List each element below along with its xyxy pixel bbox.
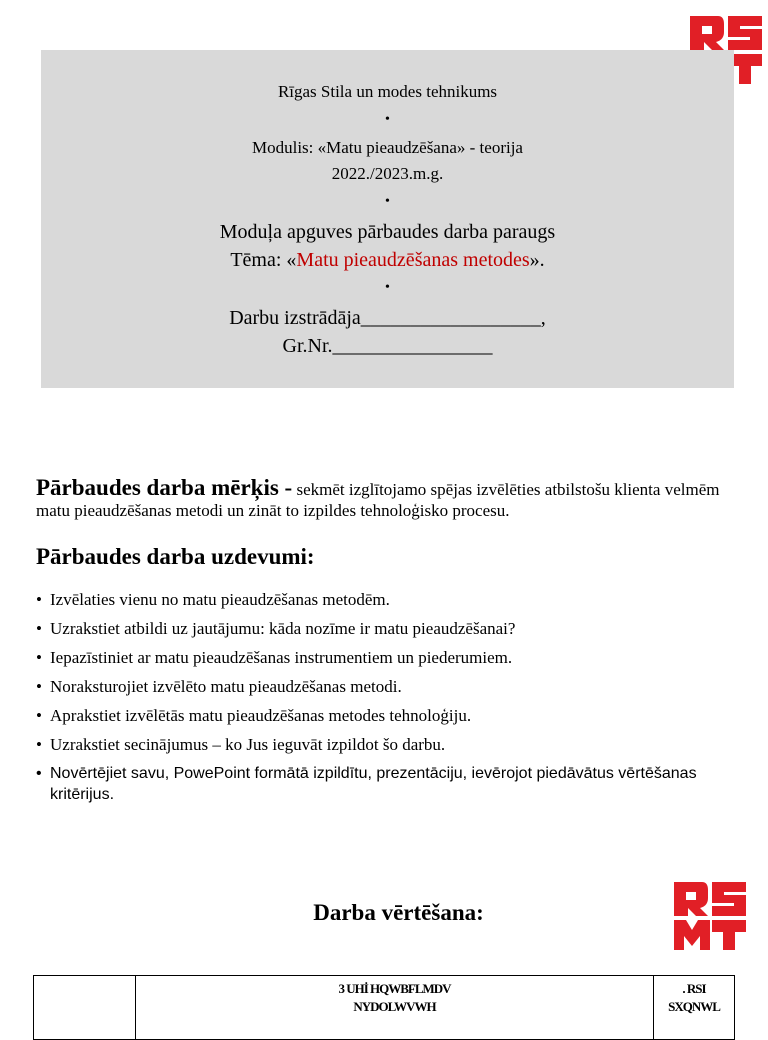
task-text: Izvēlaties vienu no matu pieaudzēšanas metodēm.	[50, 590, 390, 609]
table-header-text: SXQNWL	[668, 999, 720, 1014]
task-text: Uzrakstiet atbildi uz jautājumu: kāda nozīme ir matu pieaudzēšanai?	[50, 619, 516, 638]
work-title: Moduļa apguves pārbaudes darba paraugs	[219, 221, 556, 243]
bullet-icon: •	[36, 677, 42, 696]
title-box	[41, 50, 734, 388]
tasks-title: Pārbaudes darba uzdevumi:	[36, 544, 315, 569]
table-cell	[654, 976, 735, 1040]
school-logo	[672, 880, 748, 952]
theme-prefix: Tēma: «	[230, 249, 297, 271]
goal-paragraph	[36, 477, 736, 521]
bullet-icon: •	[36, 619, 42, 638]
theme-suffix: ».	[529, 249, 545, 271]
theme-line	[41, 249, 734, 272]
goal-text: sekmēt izglītojamo spējas izvēlēties atbilstošu klienta velmēm matu pieaudzēšanas metodi un zināt to izpildes tehnoloģisko procesu.	[36, 480, 720, 520]
school-name: Rīgas Stila un modes tehnikums	[277, 82, 498, 101]
author-line: Darbu izstrādāja__________________,	[229, 307, 546, 329]
table-header-text: . RSI	[682, 981, 706, 996]
task-text: Novērtējiet savu, PowePoint formātā izpildītu, prezentāciju, ievērojot piedāvātus vērtēšanas kritērijus.	[50, 765, 697, 803]
table-row	[34, 976, 735, 1040]
list-item	[36, 734, 736, 755]
table-cell	[136, 976, 654, 1040]
bullet-icon: •	[36, 648, 42, 667]
bullet-icon: •	[36, 735, 42, 754]
table-header-text: NYDOLWVWH	[353, 999, 436, 1014]
list-item	[36, 705, 736, 726]
goal-title: Pārbaudes darba mērķis -	[36, 475, 293, 500]
evaluation-table	[33, 975, 735, 1040]
group-line: Gr.Nr.________________	[282, 335, 493, 357]
evaluation-heading: Darba vērtēšana:	[313, 900, 484, 925]
bullet-icon: •	[36, 590, 42, 609]
table-cell	[34, 976, 136, 1040]
table-header-text: 3 UHİ HQWBFLMDV	[338, 981, 451, 996]
separator-bullet: •	[385, 194, 390, 209]
task-text: Iepazīstiniet ar matu pieaudzēšanas instrumentiem un piederumiem.	[50, 648, 513, 667]
bullet-icon: •	[36, 706, 42, 725]
list-item	[36, 589, 736, 610]
bullet-icon: •	[36, 765, 42, 782]
module-line: Modulis: «Matu pieaudzēšana» - teorija	[252, 138, 523, 157]
school-year: 2022./2023.m.g.	[331, 164, 444, 183]
separator-bullet: •	[385, 280, 390, 295]
task-text: Uzrakstiet secinājumus – ko Jus ieguvāt izpildot šo darbu.	[50, 735, 446, 754]
list-item	[36, 676, 736, 697]
theme-name: Matu pieaudzēšanas metodes	[296, 249, 530, 271]
list-item	[36, 763, 736, 805]
list-item	[36, 618, 736, 639]
task-list	[36, 589, 736, 813]
list-item	[36, 647, 736, 668]
rsmt-logo-icon	[672, 880, 748, 952]
task-text: Aprakstiet izvēlētās matu pieaudzēšanas metodes tehnoloģiju.	[50, 706, 472, 725]
task-text: Noraksturojiet izvēlēto matu pieaudzēšanas metodi.	[50, 677, 402, 696]
separator-bullet: •	[385, 112, 390, 127]
